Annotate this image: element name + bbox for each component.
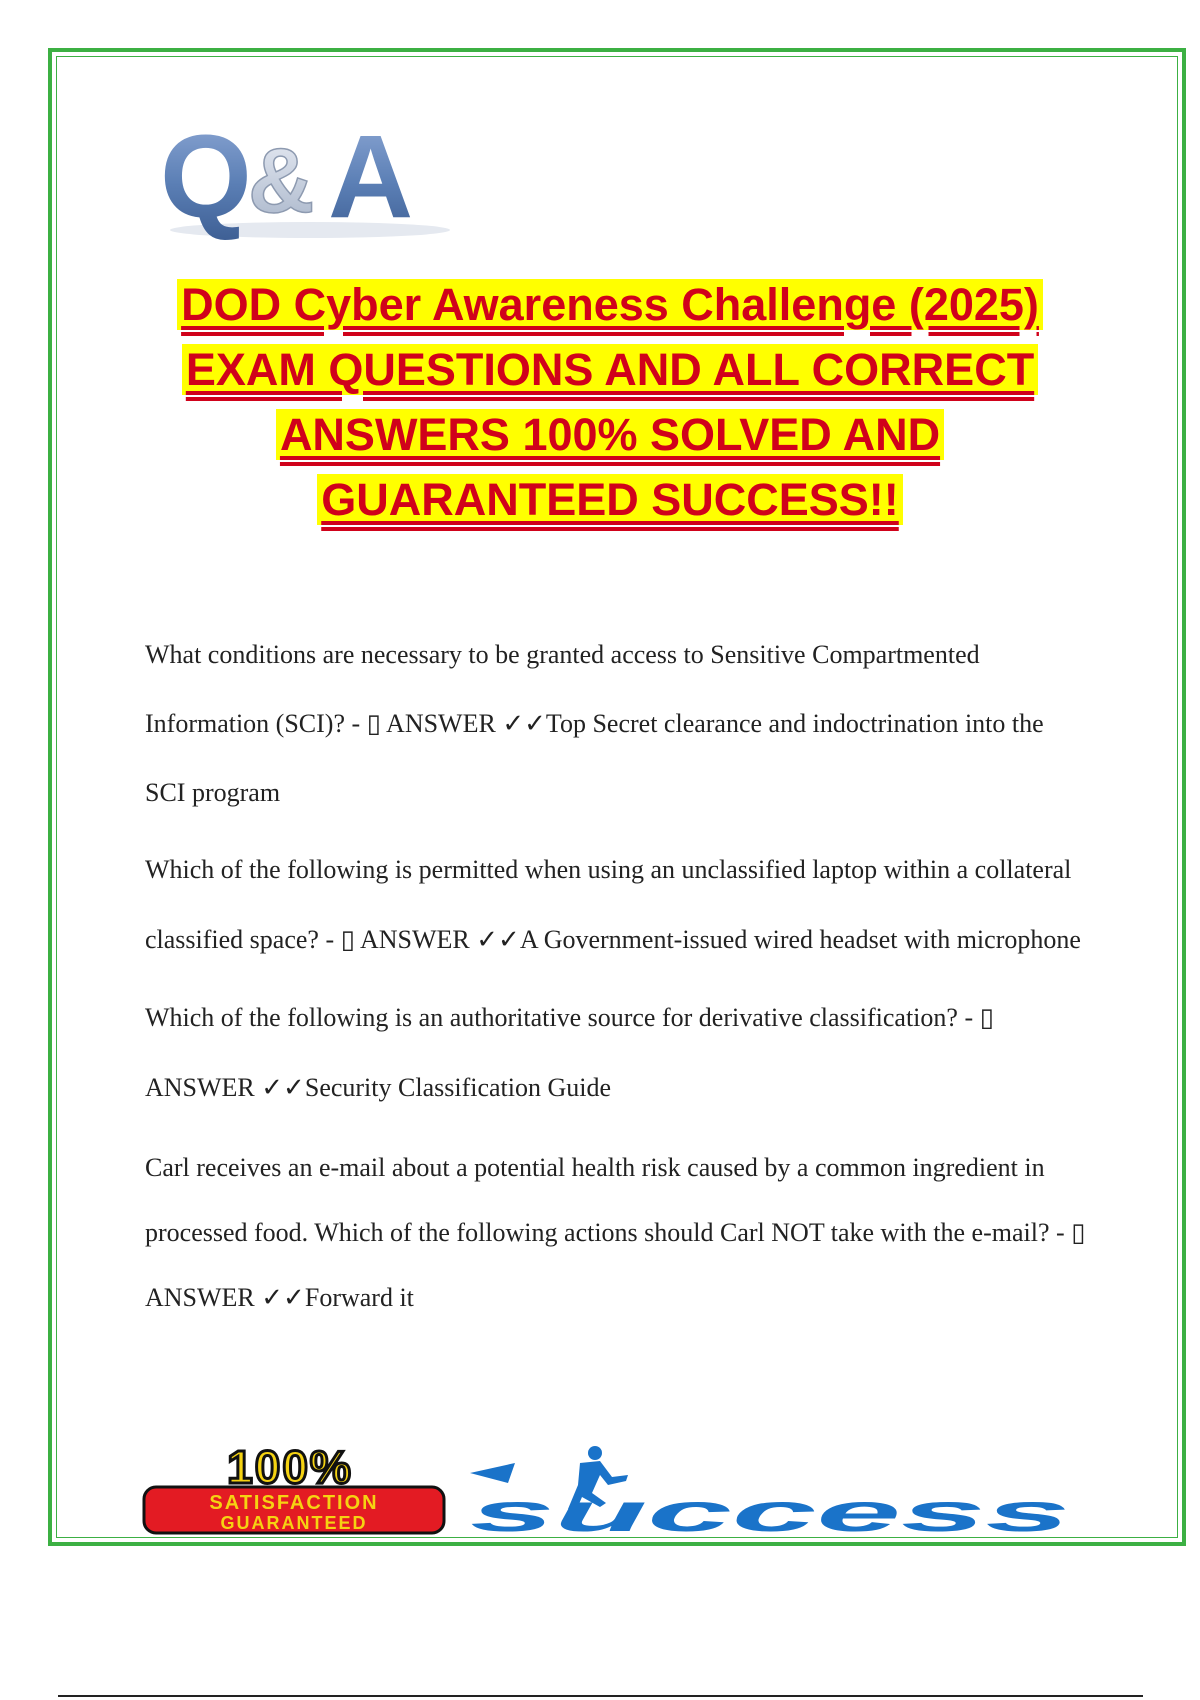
bottom-badges <box>140 1445 1080 1535</box>
qa-logo-a: A <box>328 112 414 242</box>
question-text: Which of the following is an authoritative source for derivative classification? - <box>145 1003 980 1032</box>
answer-text: A Government-issued wired headset with microphone <box>519 925 1081 954</box>
question-text: Which of the following is permitted when using an unclassified laptop within a collateral classified space? - <box>145 855 1072 954</box>
question-text: Carl receives an e-mail about a potential health risk caused by a common ingredient in processed food. Which of the following actions should Carl NOT take with the e-mail? - <box>145 1153 1072 1247</box>
success-graphic <box>470 1446 1070 1535</box>
footer-rule <box>58 1695 1143 1697</box>
satisfaction-badge <box>144 1445 444 1533</box>
title-line-1: DOD Cyber Awareness Challenge (2025) <box>177 279 1043 330</box>
title-line-4: GUARANTEED SUCCESS!! <box>317 474 903 525</box>
qa-item <box>145 620 1090 827</box>
qa-list <box>145 620 1090 1330</box>
success-text: success <box>470 1483 1070 1535</box>
question-text: What conditions are necessary to be granted access to Sensitive Compartmented Information (SCI)? - <box>145 640 980 738</box>
answer-marker: ▯ ANSWER ✓✓ <box>145 1003 994 1102</box>
qa-item <box>145 1135 1090 1330</box>
answer-text: Forward it <box>304 1283 414 1312</box>
qa-logo-amp: & <box>248 130 315 232</box>
title-line-2: EXAM QUESTIONS AND ALL CORRECT <box>182 344 1038 395</box>
qa-logo <box>160 112 460 242</box>
qa-item <box>145 983 1090 1123</box>
answer-marker: ▯ ANSWER ✓✓ <box>366 709 546 738</box>
badge-guaranteed-text: GUARANTEED <box>220 1513 368 1533</box>
qa-item <box>145 835 1090 975</box>
answer-marker: ▯ ANSWER ✓✓ <box>145 1218 1086 1312</box>
document-title <box>130 272 1090 532</box>
answer-text: Security Classification Guide <box>304 1073 612 1102</box>
qa-logo-q: Q <box>160 112 242 242</box>
title-line-3: ANSWERS 100% SOLVED AND <box>276 409 944 460</box>
badge-100-text: 100% <box>227 1445 353 1493</box>
answer-text: Top Secret clearance and indoctrination into the SCI program <box>145 709 1044 807</box>
answer-marker: ▯ ANSWER ✓✓ <box>340 925 520 954</box>
arrow-icon <box>470 1463 515 1483</box>
badge-satisfaction-text: SATISFACTION <box>209 1492 379 1514</box>
